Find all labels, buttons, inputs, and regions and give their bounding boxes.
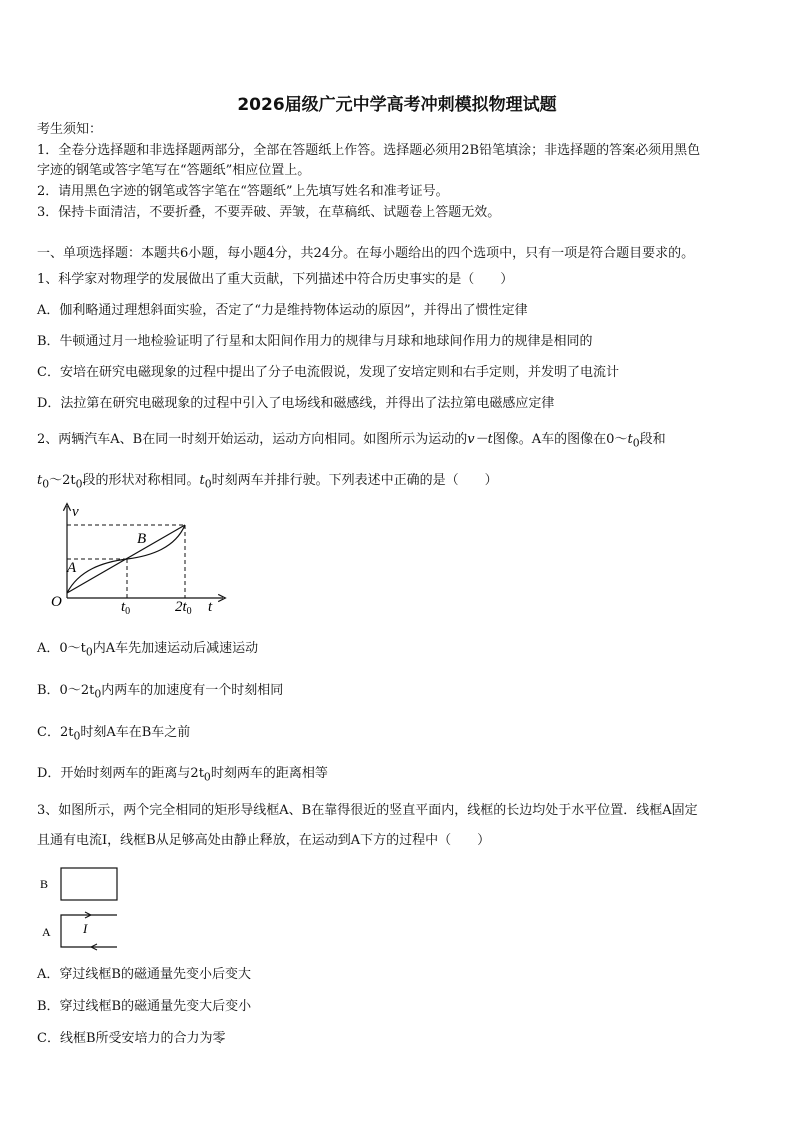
q2-d-lead: D．开始时刻两车的距离与2t: [37, 766, 204, 781]
q2-stem-part1: 2、两辆汽车A、B在同一时刻开始运动，运动方向相同。如图所示为运动的: [37, 432, 468, 447]
q2-option-d: [37, 766, 328, 786]
q3-loops-figure: [35, 862, 135, 954]
label-a: A: [67, 560, 77, 576]
q1-option-b: B．牛顿通过月一地检验证明了行星和太阳间作用力的规律与月球和地球间作用力的规律是相同的: [37, 334, 593, 349]
loop-b-label: B: [40, 877, 49, 891]
q3-option-b: B．穿过线框B的磁通量先变大后变小: [37, 999, 252, 1014]
q2-a-text: 内A车先加速运动后减速运动: [92, 641, 259, 656]
q2-t0-sub: 0: [632, 436, 640, 450]
q2-vt-graph: [45, 500, 235, 618]
q2-l2-t0b: t: [199, 473, 205, 488]
q2-c-text: 时刻A车在B车之前: [80, 725, 191, 740]
q3-stem-line1: 3、如图所示，两个完全相同的矩形导线框A、B在靠得很近的竖直平面内，线框的长边均处于水平位置．线框A固定: [37, 803, 698, 818]
q2-a-sub: 0: [85, 645, 93, 659]
q2-l2-sub2: 0: [75, 477, 83, 491]
q2-stem-line2: [37, 473, 498, 493]
origin-label: O: [51, 594, 62, 610]
t2-label: $2t_0$: [175, 599, 192, 617]
q2-c-sub: 0: [73, 729, 81, 743]
q2-stem-part2: 图像。A车的图像在0～: [492, 432, 628, 447]
q1-option-a: A．伽利略通过理想斜面实验，否定了“力是维持物体运动的原因”，并得出了惯性定律: [37, 303, 528, 318]
loop-b: [61, 868, 117, 900]
notice-line-1a: 1．全卷分选择题和非选择题两部分，全部在答题纸上作答。选择题必须用2B铅笔填涂；非选择题的答案必须用黑色: [37, 143, 701, 158]
q2-stem-part3: 段和: [639, 432, 666, 447]
notice-line-2: 2．请用黑色字迹的钢笔或答字笔在“答题纸”上先填写姓名和准考证号。: [37, 184, 449, 199]
q2-l2-range: ～2t: [49, 473, 76, 488]
q2-vt: v－t: [467, 432, 493, 447]
notice-header: 考生须知：: [37, 122, 103, 137]
section-heading: 一、单项选择题：本题共6小题，每小题4分，共24分。在每小题给出的四个选项中，只有一项是符合题目要求的。: [37, 246, 695, 261]
q1-option-d: D．法拉第在研究电磁现象的过程中引入了电场线和磁感线，并得出了法拉第电磁感应定律: [37, 396, 555, 411]
q2-d-text: 时刻两车的距离相等: [210, 766, 328, 781]
q2-l2-sub3: 0: [204, 477, 212, 491]
q3-option-a: A．穿过线框B的磁通量先变小后变大: [37, 967, 251, 982]
notice-line-1b: 字迹的钢笔或答字笔写在“答题纸”相应位置上。: [37, 163, 311, 178]
q2-b-lead: B．0～2t: [37, 683, 95, 698]
q2-c-lead: C．2t: [37, 725, 74, 740]
q2-b-text: 内两车的加速度有一个时刻相同: [101, 683, 284, 698]
q2-l2-sub: 0: [42, 477, 50, 491]
q2-d-sub: 0: [203, 770, 211, 784]
v-label: v: [72, 504, 79, 520]
loop-a-label: A: [42, 925, 51, 939]
q3-stem-line2: 且通有电流I，线框B从足够高处由静止释放，在运动到A下方的过程中（ ）: [37, 833, 491, 848]
q2-option-a: [37, 641, 258, 661]
q1-stem: 1、科学家对物理学的发展做出了重大贡献，下列描述中符合历史事实的是（ ）: [37, 272, 514, 287]
label-b: B: [137, 531, 147, 547]
loop-a: [61, 915, 117, 947]
t-label: t: [208, 599, 213, 615]
q2-a-lead: A．0～t: [37, 641, 86, 656]
q3-option-c: C．线框B所受安培力的合力为零: [37, 1031, 226, 1046]
page-title: 2026届级广元中学高考冲刺模拟物理试题: [237, 95, 557, 115]
q2-option-c: [37, 725, 190, 745]
q1-option-c: C．安培在研究电磁现象的过程中提出了分子电流假说，发现了安培定则和右手定则，并发明了电流计: [37, 365, 619, 380]
q2-option-b: [37, 683, 283, 703]
q2-b-sub: 0: [94, 687, 102, 701]
q2-t0: t: [627, 432, 633, 447]
q2-l2-text2: 时刻两车并排行驶。下列表述中正确的是（ ）: [211, 473, 498, 488]
current-label: I: [83, 921, 88, 936]
q2-l2-t0: t: [37, 473, 43, 488]
q2-l2-text: 段的形状对称相同。: [82, 473, 200, 488]
notice-line-3: 3．保持卡面清洁，不要折叠，不要弄破、弄皱，在草稿纸、试题卷上答题无效。: [37, 205, 501, 220]
t0-label: $t_0$: [121, 599, 131, 617]
q2-stem-line1: [37, 432, 666, 452]
